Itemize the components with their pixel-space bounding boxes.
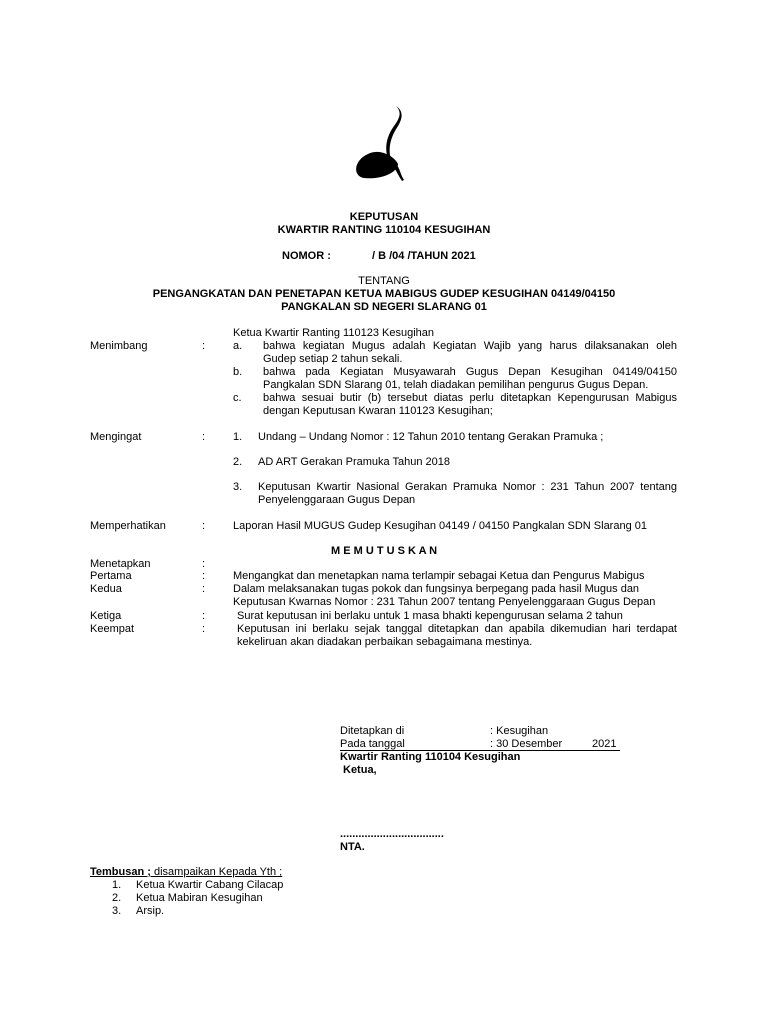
tembusan-marker-3: 3. [112,905,122,917]
menimbang-label: Menimbang [90,340,148,352]
tanggal-year: 2021 [592,738,617,750]
pertama-label: Pertama [90,570,132,582]
keempat-colon: : [202,623,206,635]
doc-title: KEPUTUSAN [349,211,419,223]
menimbang-a-line2: Gudep setiap 2 tahun sekali. [263,353,403,365]
memperhatikan-colon: : [202,520,206,532]
tembusan-marker-1: 1. [112,879,122,891]
nomor-label: NOMOR : [282,250,331,262]
doc-subtitle: KWARTIR RANTING 110104 KESUGIHAN [277,224,491,236]
memperhatikan-label: Memperhatikan [90,520,166,532]
ditetapkan-value: : Kesugihan [490,725,549,737]
kedua-line2: Keputusan Kwarnas Nomor : 231 Tahun 2007 tentang Penyelenggaraan Gugus Depan [233,596,656,608]
signature-org: Kwartir Ranting 110104 Kesugihan [340,751,521,763]
menimbang-b-line1: bahwa pada Kegiatan Musyawarah Gugus Depan Kesugihan 04149/04150 [263,366,677,378]
tanggal-label: Pada tanggal [340,738,405,750]
tembusan-label: Tembusan ; [90,866,151,878]
keempat-line1: Keputusan ini berlaku sejak tanggal ditetapkan dan apabila dikemudian hari terdapat [237,623,677,635]
mengingat-item-2: AD ART Gerakan Pramuka Tahun 2018 [258,456,451,468]
menimbang-b-line2: Pangkalan SDN Slarang 01, telah diadakan pemilihan pengurus Gugus Depan. [263,379,649,391]
preamble: Ketua Kwartir Ranting 110123 Kesugihan [233,327,434,339]
kedua-label: Kedua [90,583,122,595]
mengingat-marker-3: 3. [233,481,243,493]
menimbang-a-line1: bahwa kegiatan Mugus adalah Kegiatan Wajib yang harus dilaksanakan oleh [263,340,677,352]
subject-line-2: PANGKALAN SD NEGERI SLARANG 01 [281,301,487,313]
mengingat-item-1: Undang – Undang Nomor : 12 Tahun 2010 tentang Gerakan Pramuka ; [258,431,604,443]
menimbang-c-line1: bahwa sesuai butir (b) tersebut diatas perlu ditetapkan Kepengurusan Mabigus [263,392,677,404]
ketiga-label: Ketiga [90,610,122,622]
keempat-line2: kekeliruan akan diadakan perbaikan sebagaimana mestinya. [237,636,533,648]
tembusan-line [90,866,282,879]
menetapkan-colon: : [202,558,206,570]
pertama-colon: : [202,570,206,582]
menimbang-colon: : [202,340,206,352]
logo-stem [386,106,401,168]
nomor-value: / B /04 /TAHUN 2021 [372,250,476,262]
pertama-text: Mengangkat dan menetapkan nama terlampir sebagai Ketua dan Pengurus Mabigus [233,570,645,582]
kedua-colon: : [202,583,206,595]
signature-nta: NTA. [340,841,365,853]
mengingat-colon: : [202,431,206,443]
ditetapkan-label: Ditetapkan di [340,725,405,737]
ketiga-text: Surat keputusan ini berlaku untuk 1 masa bhakti kepengurusan selama 2 tahun [237,610,623,622]
keempat-label: Keempat [90,623,135,635]
menimbang-marker-b: b. [233,366,243,378]
mengingat-marker-1: 1. [233,431,243,443]
memperhatikan-text: Laporan Hasil MUGUS Gudep Kesugihan 04149 / 04150 Pangkalan SDN Slarang 01 [233,520,647,532]
signature-dots: .................................. [340,828,444,840]
menetapkan-label: Menetapkan [90,558,151,570]
memutuskan-heading: M E M U T U S K A N [331,545,438,557]
menimbang-marker-c: c. [233,392,242,404]
tunas-kelapa-logo [350,104,412,184]
menimbang-marker-a: a. [233,340,243,352]
tentang-label: TENTANG [358,275,410,287]
mengingat-item-3-line1: Keputusan Kwartir Nasional Gerakan Pramuka Nomor : 231 Tahun 2007 tentang [258,481,677,493]
tanggal-value: : 30 Desember [490,738,563,750]
tembusan-marker-2: 2. [112,892,122,904]
menimbang-c-line2: dengan Keputusan Kwaran 110123 Kesugihan; [263,405,493,417]
mengingat-item-3-line2: Penyelenggaraan Gugus Depan [258,494,416,506]
logo-root [393,164,404,181]
subject-line-1: PENGANGKATAN DAN PENETAPAN KETUA MABIGUS GUDEP KESUGIHAN 04149/04150 [152,288,616,300]
tembusan-item-3: Arsip. [136,905,165,917]
tembusan-item-1: Ketua Kwartir Cabang Cilacap [136,879,284,891]
tembusan-text: disampaikan Kepada Yth ; [150,866,283,878]
mengingat-marker-2: 2. [233,456,243,468]
ketiga-colon: : [202,610,206,622]
tembusan-item-2: Ketua Mabiran Kesugihan [136,892,263,904]
mengingat-label: Mengingat [90,431,142,443]
signature-role: Ketua, [343,764,377,776]
kedua-line1: Dalam melaksanakan tugas pokok dan fungsinya berpegang pada hasil Mugus dan [233,583,640,595]
